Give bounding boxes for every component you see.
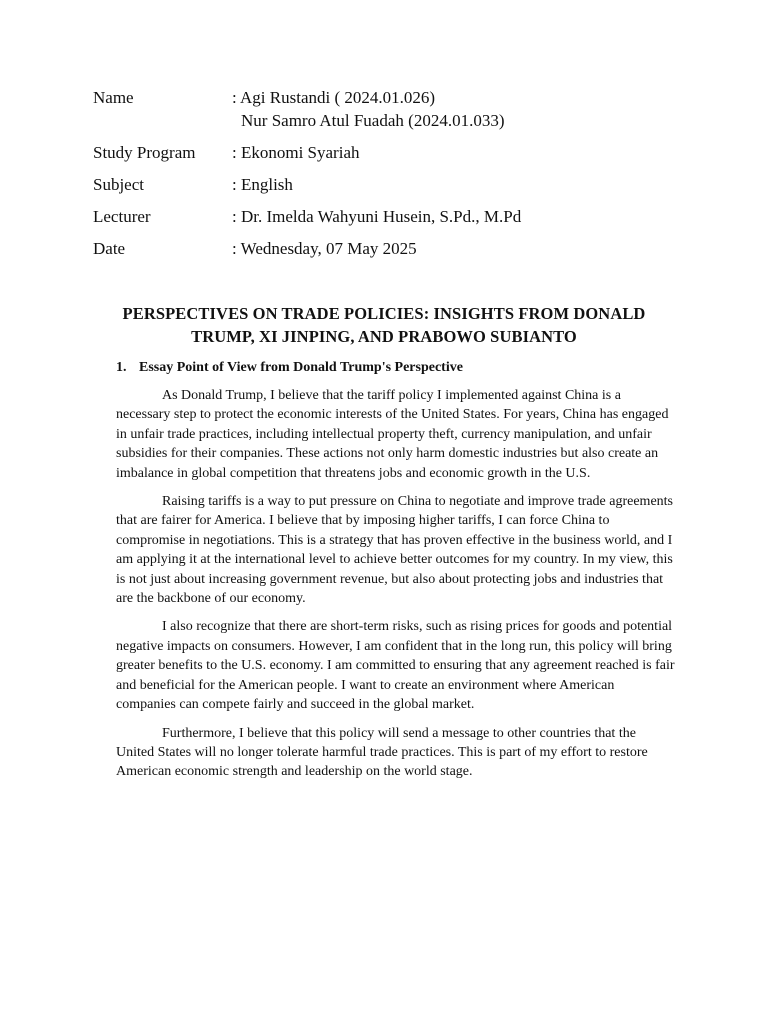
name-value-line-2: Nur Samro Atul Fuadah (2024.01.033) — [241, 111, 505, 130]
paragraph: Furthermore, I believe that this policy will send a message to other countries that the United States will no longer tolerate harmful trade practices. This is part of my effort to restore American economic strength and leadership on the world stage. — [116, 725, 648, 780]
name-label: Name — [93, 88, 134, 107]
paragraph: I also recognize that there are short-term risks, such as rising prices for goods and potential negative impacts on consumers. However, I am confident that in the long run, this policy will bring greater benefits to the U.S. economy. I am committed to ensuring that any agreement reached is fair and beneficial for the American people. I want to create an environment where American companies can compete fairly and succeed in the global market. — [116, 619, 675, 713]
essay-title — [80, 302, 688, 348]
essay-body — [116, 386, 676, 791]
subject-value: : English — [232, 175, 293, 194]
section-heading-text: Essay Point of View from Donald Trump's Perspective — [139, 360, 463, 375]
info-row-lecturer — [93, 205, 693, 228]
lecturer-label: Lecturer — [93, 207, 151, 226]
section-number: 1. — [116, 360, 127, 375]
info-row-name — [93, 86, 693, 132]
program-label: Study Program — [93, 143, 196, 162]
subject-label: Subject — [93, 175, 144, 194]
info-row-date — [93, 237, 693, 260]
student-info-block — [93, 86, 693, 269]
name-value — [232, 86, 693, 132]
date-label: Date — [93, 239, 126, 258]
essay-title-line-2: TRUMP, XI JINPING, AND PRABOWO SUBIANTO — [191, 327, 577, 346]
essay-title-line-1: PERSPECTIVES ON TRADE POLICIES: INSIGHTS FROM DONALD — [122, 304, 646, 323]
paragraph: Raising tariffs is a way to put pressure on China to negotiate and improve trade agreements that are fairer for America. I believe that by imposing higher tariffs, I can force China to compromise in negotiations. This is a strategy that has proven effective in the business world, and I am applying it at the international level to achieve better outcomes for my country. In my view, this is not just about increasing government revenue, but also about protecting jobs and industries that are the backbone of our economy. — [116, 494, 673, 607]
lecturer-value: : Dr. Imelda Wahyuni Husein, S.Pd., M.Pd — [232, 207, 522, 226]
program-value: : Ekonomi Syariah — [232, 143, 360, 162]
paragraph: As Donald Trump, I believe that the tariff policy I implemented against China is a necessary step to protect the economic interests of the United States. For years, China has engaged in unfair trade practices, including intellectual property theft, currency manipulation, and unfair subsidies for their companies. These actions not only harm domestic industries but also create an imbalance in global competition that threatens jobs and economic growth in the U.S. — [116, 388, 669, 481]
date-value: : Wednesday, 07 May 2025 — [232, 239, 417, 258]
info-row-subject — [93, 173, 693, 196]
name-value-line-1: : Agi Rustandi ( 2024.01.026) — [232, 88, 436, 107]
info-row-program — [93, 141, 693, 164]
section-heading — [116, 358, 463, 378]
